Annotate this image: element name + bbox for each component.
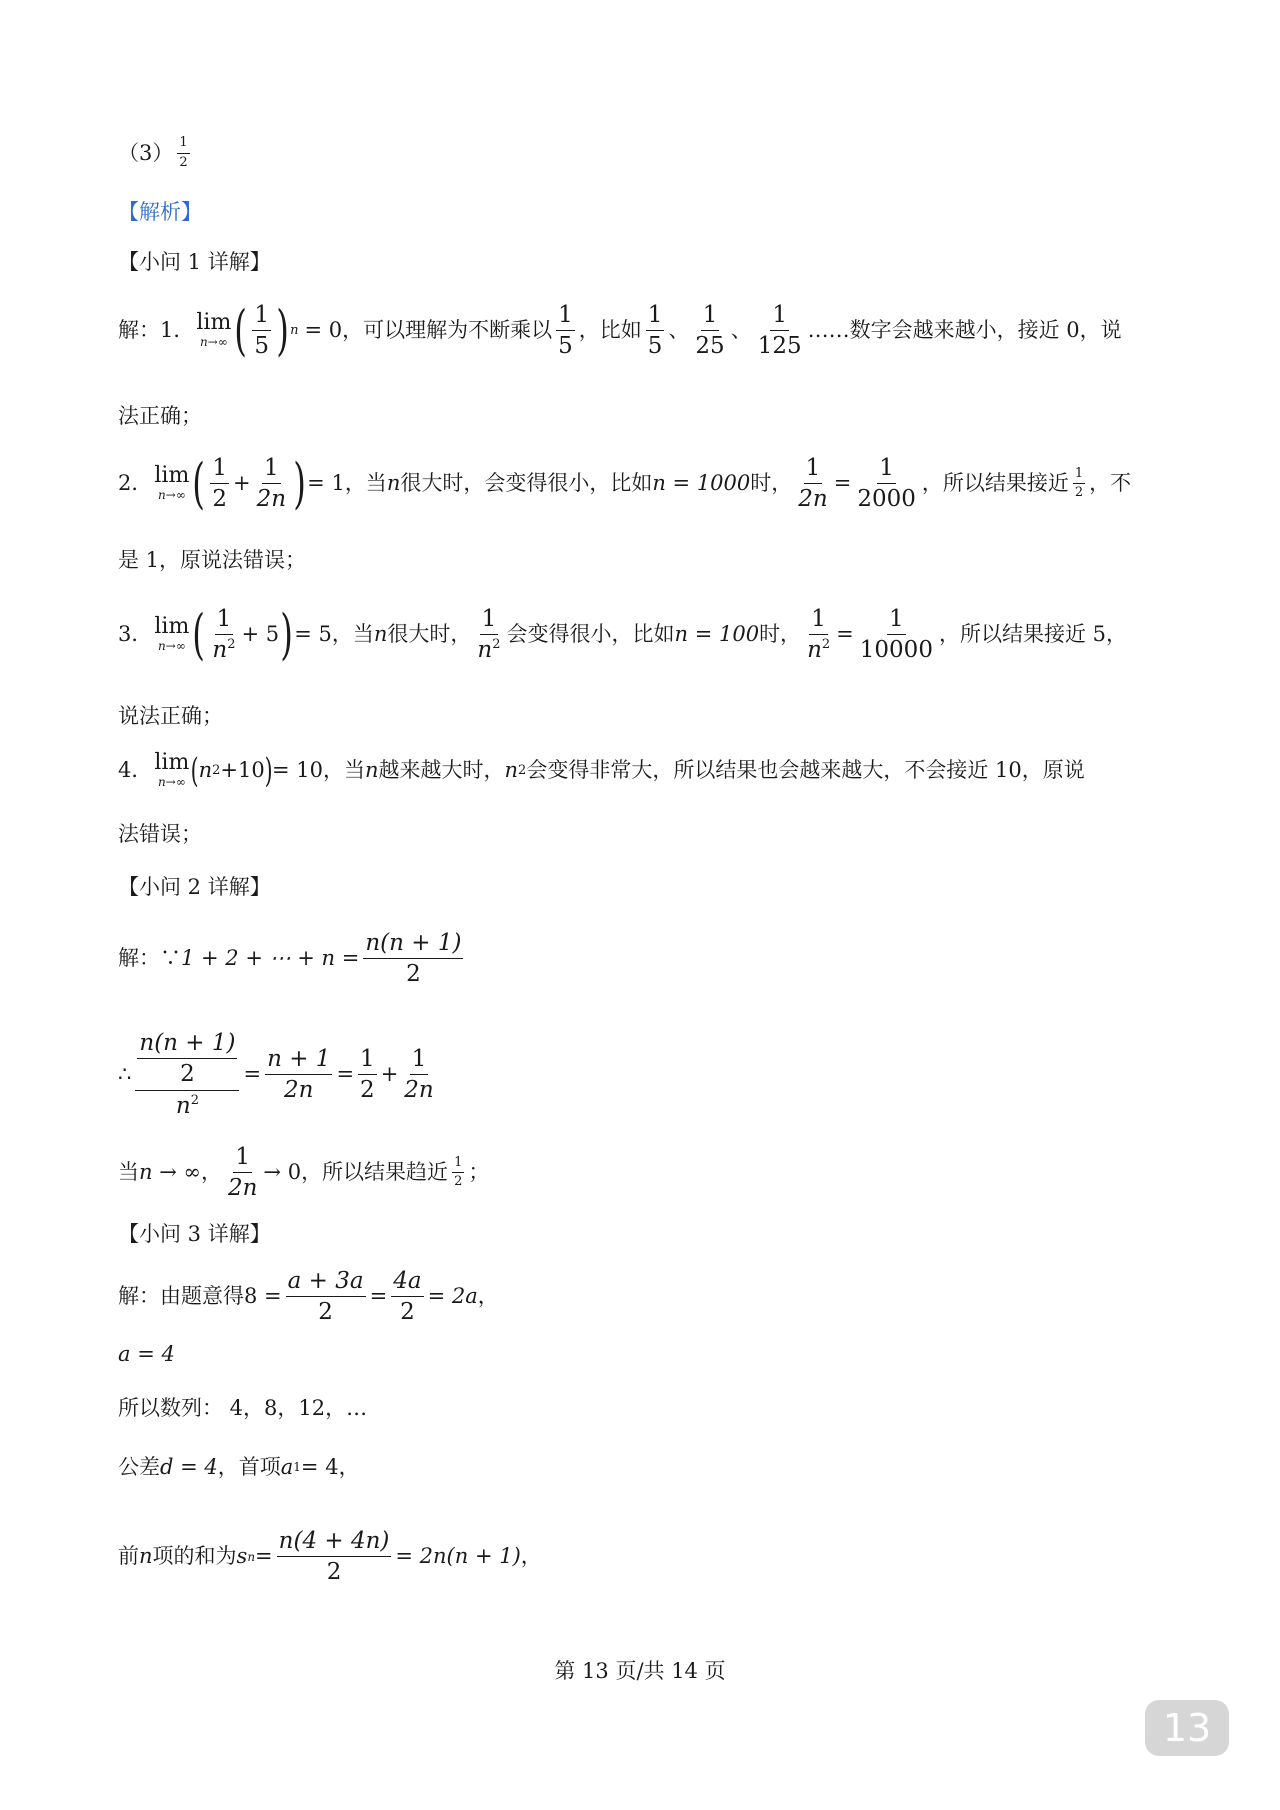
limit-operator: lim n→∞	[196, 310, 232, 350]
q3-line2: a = 4	[118, 1342, 175, 1366]
q1-item3-line: 3． lim n→∞ ( $\frac{1}{n^2}$ + 5 ) = 5 ，当 n 很大时， $\frac{1}{n^2}$ 会变得很小，比如 n = 100 时， $\frac{1}{n^2}$ = $\frac{1}{10000}$ ，所以结果接近 5，	[118, 602, 1127, 666]
limit-operator: lim n→∞	[154, 614, 190, 654]
q1-title: 【小问 1 详解】	[118, 250, 271, 274]
page-footer: 第 13 页/共 14 页	[554, 1659, 726, 1683]
limit-operator: lim n→∞	[154, 750, 190, 789]
q1-item1-cont: 法正确；	[118, 404, 202, 428]
q1-item2-line: 2． lim n→∞ ( $\frac{1}{2}$ + $\frac{1}{2n}$ ) = 1 ，当 n 很大时，会变得很小，比如 n = 1000 时， $\frac{1}{2n}$ = $\frac{1}{2000}$ ，所以结果接近 $\frac{1}{2}$ ，不	[118, 451, 1132, 515]
q3-line5: 前 n 项的和为 s n = $\frac{n(4 + 4n)}{2}$ = 2n(n + 1) ，	[118, 1528, 542, 1586]
q2-line2: ∴ $\frac{\frac{n(n + 1)}{2}}{n^2}$ = $\frac{n + 1}{2n}$ = $\frac{1}{2}$ + $\frac{1}{2n}$	[118, 1030, 434, 1119]
q1-item1-line: 解：1． lim n→∞ ( $\frac{1}{5}$ ) n = 0 ，可以理解为不断乘以 $\frac{1}{5}$ ，比如 $\frac{1}{5}$ 、 $\frac{1}{25}$ 、 $\frac{1}{125}$ ……数字会越来越小，接近 0，说	[118, 298, 1122, 362]
q1-item2-cont: 是 1，原说法错误；	[118, 548, 307, 572]
analysis-tag: 【解析】	[118, 200, 202, 224]
q1-item3-cont: 说法正确；	[118, 704, 223, 728]
q1-item4-line: 4． lim n→∞ ( n 2 +10 ) = 10 ，当 n 越来越大时， n 2 会变得非常大，所以结果也会越来越大，不会接近 10，原说	[118, 750, 1085, 791]
answer-3-fraction: $\frac{1}{2}$	[179, 135, 188, 170]
q1-item4-cont: 法错误；	[118, 822, 202, 846]
q3-line3: 所以数列： 4，8，12，…	[118, 1396, 368, 1420]
q3-title: 【小问 3 详解】	[118, 1222, 271, 1246]
limit-operator: lim n→∞	[154, 463, 190, 503]
q3-line1: 解：由题意得 8 = $\frac{a + 3a}{2}$ = $\frac{4a}{2}$ = 2a ，	[118, 1268, 499, 1326]
q3-line4: 公差 d = 4 ，首项 a 1 = 4 ，	[118, 1455, 360, 1479]
answer-3-label: （3）	[118, 140, 174, 165]
q2-title: 【小问 2 详解】	[118, 875, 271, 899]
q2-line3: 当 n → ∞ ， $\frac{1}{2n}$ → 0 ，所以结果趋近 $\frac{1}{2}$ ；	[118, 1144, 490, 1202]
q2-line1: 解：∵ 1 + 2 + ⋯ + n = $\frac{n(n + 1)}{2}$	[118, 930, 462, 988]
answer-3	[118, 136, 194, 171]
page-number-badge: 13	[1145, 1700, 1229, 1756]
compound-fraction: $\frac{\frac{n(n + 1)}{2}}{n^2}$	[135, 1030, 239, 1119]
